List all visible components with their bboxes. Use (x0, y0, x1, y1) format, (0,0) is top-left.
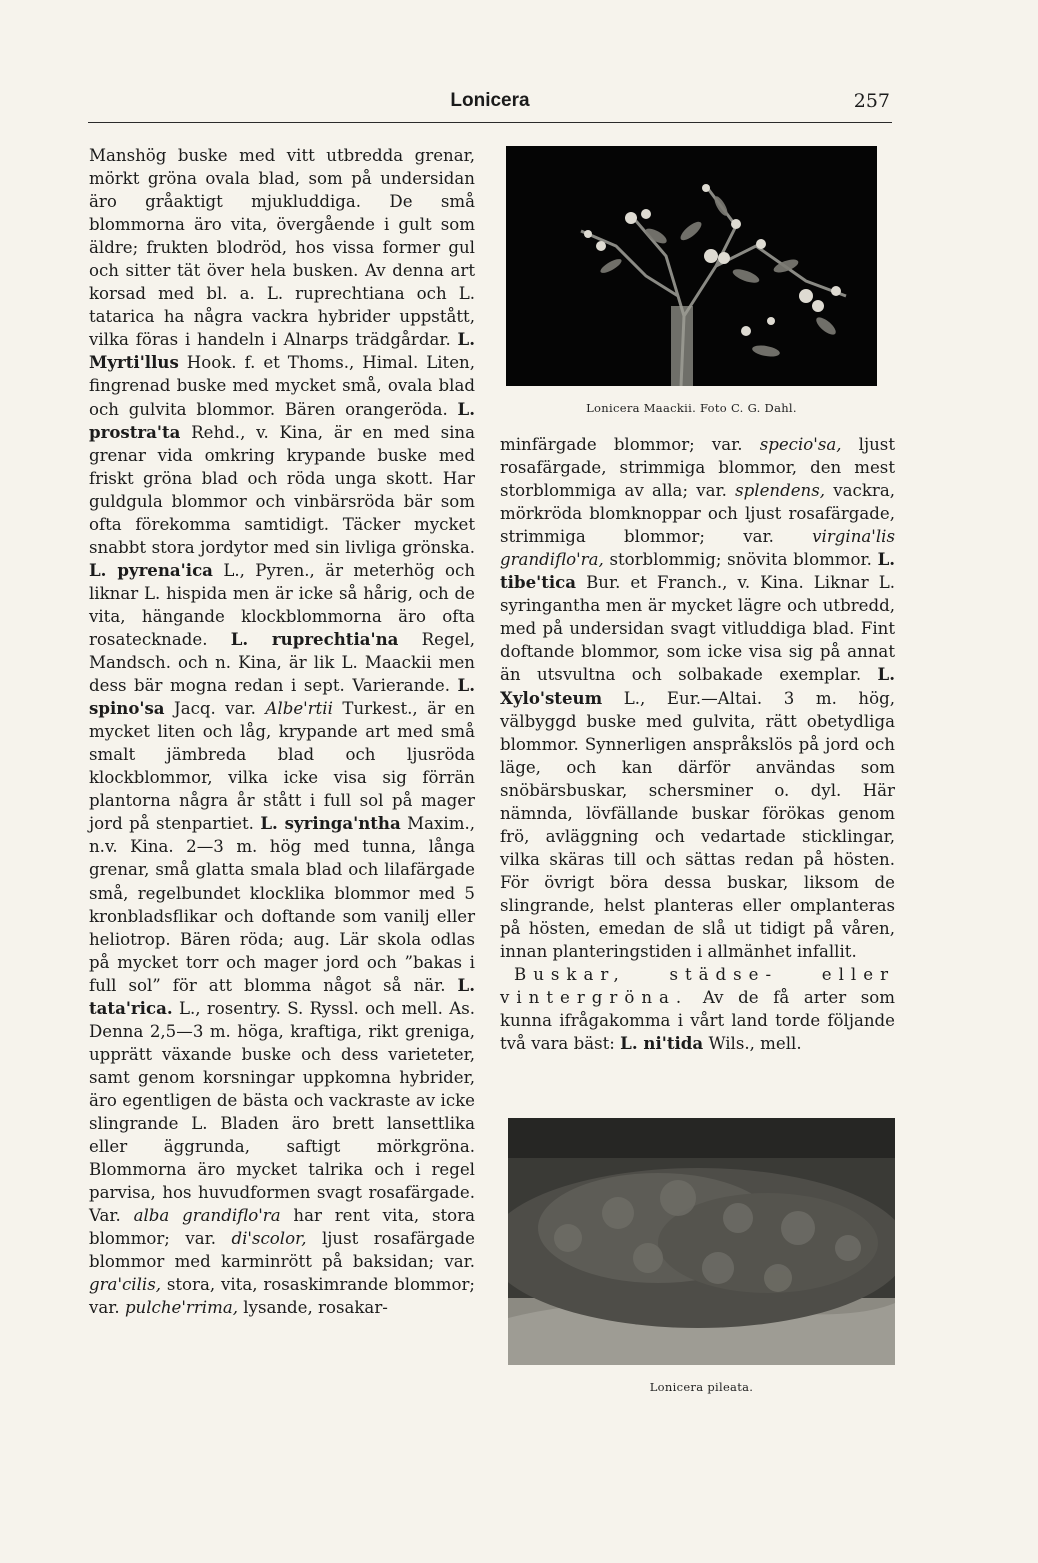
page-number: 257 (853, 90, 890, 112)
text: Av de få arter som kunna ifrågakomma i vårt land torde följande två vara bäst: (500, 988, 896, 1054)
variety-name: alba grandiflo'ra (133, 1206, 281, 1226)
text: L., rosentry. S. Ryssl. och mell. As. Denna 2,5—3 m. höga, kraftiga, rikt greniga, upprätt växande buske och dess varieteter, samt genom korsningar uppkomna hybrider, äro egentligen de bästa och vackraste av icke slingrande L. Bladen äro brett lansettlika eller äggrunda, saftigt mörkgröna. Blommorna äro mycket talrika och i regel parvisa, hos huvudformen svagt rosafärgade. Var. (89, 998, 476, 1226)
left-paragraph (89, 144, 475, 1319)
species-name: L. Xylo'steum (500, 664, 895, 708)
shrub-photo-illustration (508, 1118, 895, 1365)
text: Maxim., n.v. Kina. 2—3 m. hög med tunna, långa grenar, små glatta smala blad och lilafärgade små, regelbundet klocklika blommor med 5 kronbladsflikar och doftande som vanilj eller heliotrop. Bären röda; aug. Lär skola odlas på mycket torr och mager jord och ”bakas i full sol” för att blomma något så när. (89, 814, 475, 995)
species-name: L. ruprechtia'na (230, 628, 399, 649)
text: stora, vita, rosaskimrande blommor; var. (89, 1275, 476, 1318)
text: har rent vita, stora blommor; var. (89, 1206, 475, 1249)
text: vackra, mörkröda blomknoppar och ljust rosafärgade, strimmiga blommor; var. (500, 481, 895, 547)
variety-name: virgina'lis grandiflo'ra, (500, 527, 895, 570)
variety-name: pulche'rrima, (124, 1298, 238, 1318)
text: Regel, Mandsch. och n. Kina, är lik L. Maackii men dess bär mogna redan i sept. Varierande. (89, 629, 475, 696)
figure-caption: Lonicera pileata. (649, 1380, 754, 1394)
text: Turkest., är en mycket liten och låg, krypande art med små smalt jämbreda blad och ljusröda klockblommor, vilka icke visa sig förrän plantorna några år stått i full sol på mager jord på stenpartiet. (89, 699, 475, 834)
text: Wils., mell. (708, 1034, 802, 1054)
species-name: L. pyrena'ica (89, 559, 213, 580)
text: lysande, rosakar- (243, 1298, 388, 1318)
text: ljust rosafärgade blommor med karminrött på baksidan; var. (89, 1229, 475, 1272)
right-column (500, 433, 895, 1055)
species-name: L. tibe'tica (500, 549, 896, 593)
photo-lonicera-pileata (508, 1118, 895, 1365)
species-name: L. tata'rica. (89, 974, 475, 1018)
figure-caption: Lonicera Maackii. Foto C. G. Dahl. (586, 401, 797, 415)
species-name: L. prostra'ta (89, 398, 475, 442)
text: storblommig; snövita blommor. (609, 550, 872, 570)
variety-name: di'scolor, (231, 1229, 307, 1249)
text: L., Eur.—Altai. 3 m. hög, välbyggd buske med gulvita, rätt obetydliga blommor. Synnerligen anspråkslös på jord och läge, och kan därför användas som snöbärsbuskar, schersminer o. dyl. Här nämnda, lövfällande buskar förökas genom frö, avläggning och vedartade sticklingar, vilka skäras till och sättas redan på hösten. För övrigt böra dessa buskar, liksom de slingrande, helst planteras eller omplanteras på hösten, emedan de slå ut tidigt på våren, innan planteringstiden i allmänhet infallit. (500, 688, 895, 962)
variety-name: Albe'rtii (265, 699, 333, 719)
text: Jacq. var. (174, 699, 256, 719)
species-name: L. syringa'ntha (260, 813, 401, 834)
species-name: L. Myrti'llus (89, 329, 475, 373)
text: Rehd., v. Kina, är en med sina grenar vida omkring krypande buske med friskt gröna blad och röda unga skott. Har guldgula blommor och vinbärsröda bär som ofta förekomma samtidigt. Täcker mycket snabbt stora jordytor med sin livliga grönska. (89, 422, 475, 557)
photo-lonicera-maackii (506, 146, 877, 386)
variety-name: gra'cilis, (89, 1275, 162, 1295)
text: minfärgade blommor; var. (500, 435, 743, 454)
variety-name: specio'sa, (759, 435, 842, 454)
right-paragraph-evergreen (500, 963, 895, 1055)
species-name: L. spino'sa (89, 675, 475, 719)
text: L., Pyren., är meterhög och liknar L. hispida men är icke så hårig, och de vita, hängande klockblommorna äro ofta rosatecknade. (89, 560, 476, 649)
right-paragraph (500, 433, 895, 963)
left-column (89, 144, 475, 1319)
text: Manshög buske med vitt utbredda grenar, mörkt gröna ovala blad, som på undersidan äro gråaktigt mjukluddiga. De små blommorna äro vita, övergående i gult som äldre; frukten blodröd, hos vissa former gul och sitter tät över hela busken. Av denna art korsad med bl. a. L. ruprechtiana och L. tatarica ha några vackra hybrider uppstått, vilka föras i handeln i Alnarps trädgårdar. (89, 146, 475, 350)
text: Bur. et Franch., v. Kina. Liknar L. syringantha men är mycket lägre och utbredd, med på undersidan svagt vitluddiga blad. Fint doftande blommor, som icke visa sig på annat än utsvultna och solbakade exemplar. (500, 573, 895, 685)
branch-photo-illustration (506, 146, 877, 386)
section-heading: Buskar, städse- eller vintergröna. (500, 965, 895, 1008)
page-header (88, 86, 892, 123)
variety-name: splendens, (735, 481, 826, 501)
species-name: L. ni'tida (620, 1033, 704, 1054)
running-title: Lonicera (450, 90, 530, 111)
text: Hook. f. et Thoms., Himal. Liten, fingrenad buske med mycket små, ovala blad och gulvita blommor. Bären orangeröda. (89, 353, 475, 419)
text: ljust rosafärgade, strimmiga blommor, den mest storblommiga av alla; var. (500, 435, 895, 501)
